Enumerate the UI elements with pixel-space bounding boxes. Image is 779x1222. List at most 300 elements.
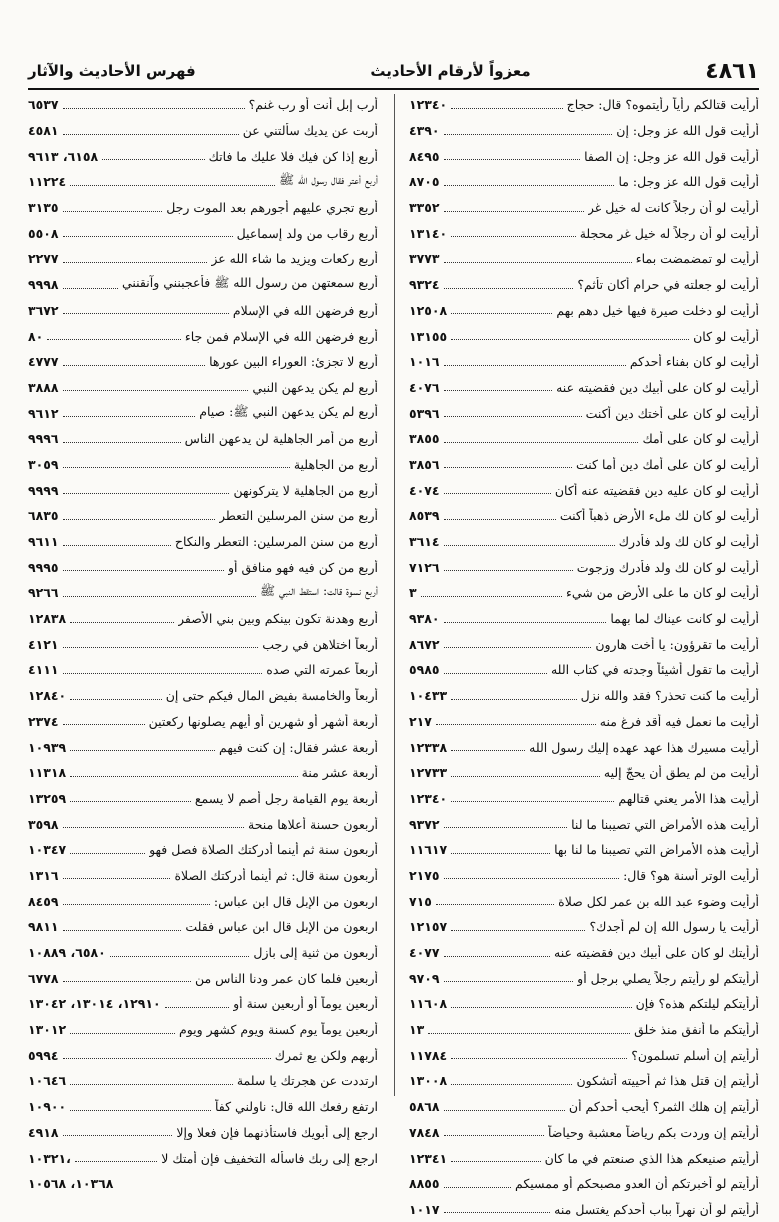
index-entry (409, 529, 759, 555)
entry-text: أربع لم يكن يدعهن النبي (252, 379, 378, 395)
entry-number: ٣٠٥٩ (28, 456, 59, 472)
entry-number: ٥٩٩٤ (28, 1047, 59, 1063)
entry-text: أرأيتكم ما أنفق منذ خلق (634, 1022, 759, 1038)
entry-number: ١٠٣٢١، (28, 1150, 71, 1166)
index-entry (28, 375, 378, 401)
index-entry (409, 349, 759, 375)
right-column (409, 92, 759, 1222)
index-entry (28, 888, 378, 914)
entry-text: أربع من الجاهلية لا يتركونهن (233, 482, 378, 498)
entry-text: أربعون سنة ثم أينما أدركتك الصلاة فصل فهو (149, 842, 378, 858)
leader-dots (451, 312, 552, 314)
entry-number: ٣٨٥٥ (409, 431, 440, 447)
index-entry (409, 400, 759, 426)
entry-text: أربع أعتر فقال رسول الله ﷺ (278, 172, 378, 188)
index-entry (28, 811, 378, 837)
entry-number: ٩٣٧٢ (409, 816, 440, 832)
entry-number: ١١٧٨٤ (409, 1047, 448, 1063)
entry-number: ٨٠ (28, 328, 44, 344)
leader-dots (63, 903, 210, 905)
entry-text: أربع تجري عليهم أجورهم بعد الموت رجل (166, 200, 378, 216)
index-entry (409, 837, 759, 863)
entry-number: ٣٦٧٢ (28, 302, 59, 318)
entry-text: أرأيت قول الله عز وجل: إن الصفا (584, 148, 759, 164)
index-entry (28, 92, 378, 118)
page-number: ٤٨٦١ (705, 58, 759, 84)
leader-dots (70, 749, 215, 751)
entry-number: ٣٣٥٢ (409, 200, 440, 216)
index-entry (28, 1094, 378, 1120)
index-entry (409, 1171, 759, 1197)
entry-number: ٢١٧ (409, 713, 432, 729)
entry-number: ٤٠٧٧ (409, 945, 440, 961)
leader-dots (63, 569, 224, 571)
index-entry (409, 683, 759, 709)
entry-text: أربع إذا كن فيك فلا عليك ما فاتك (208, 148, 378, 164)
leader-dots (444, 287, 574, 289)
leader-dots (451, 775, 600, 777)
entry-text: أربت عن يديك سألتني عن (242, 123, 378, 139)
index-entry (28, 195, 378, 221)
index-entry (409, 888, 759, 914)
entry-text: أرأيت يا رسول الله إن لم أجدك؟ (589, 919, 759, 935)
leader-dots (70, 1083, 233, 1085)
index-entry (28, 169, 378, 195)
index-entry (28, 143, 378, 169)
index-entry (28, 118, 378, 144)
leader-dots (444, 621, 607, 623)
index-entry (28, 734, 378, 760)
leader-dots (444, 133, 613, 135)
entry-text: أرأيت قول الله عز وجل: ما (618, 174, 759, 190)
entry-text: أربعون حسنة أعلاها منحة (248, 816, 378, 832)
leader-dots (451, 929, 585, 931)
leader-dots (63, 723, 145, 725)
entry-text: أرأيت لو كان لك ملء الأرض ذهباً أكنت (559, 508, 759, 524)
entry-text: أرأيت وضوء عبد الله بن عمر لكل صلاة (558, 893, 759, 909)
entry-number: ٤٧٧٧ (28, 354, 59, 370)
entry-number: ٩٩٩٥ (28, 559, 59, 575)
leader-dots (63, 646, 259, 648)
entry-number: ١٢١٥٧ (409, 919, 448, 935)
leader-dots (63, 518, 215, 520)
leader-dots (63, 929, 182, 931)
entry-text: أرأيتكم ليلتكم هذه؟ فإن (635, 996, 759, 1012)
entry-number: ٨٤٥٩ (28, 893, 59, 909)
entry-text: أرأيتم إن وردت بكم رياضاً معشبة وحياضاً (547, 1124, 759, 1140)
entry-text: أرأيت الوتر أسنة هو؟ قال: (623, 867, 759, 883)
entry-number: ٦٧٧٨ (28, 970, 59, 986)
entry-text: أربع نسوة قالت: استقط النبي ﷺ (259, 583, 378, 599)
leader-dots (70, 698, 162, 700)
leader-dots (451, 852, 550, 854)
index-entry (28, 606, 378, 632)
entry-text: أربع من أمر الجاهلية لن يدعهن الناس (184, 431, 378, 447)
index-entry (28, 1042, 378, 1068)
index-entry (409, 1094, 759, 1120)
entry-text: أرأيت لو كان على أمك (642, 431, 759, 447)
entry-number: ٤٥٨١ (28, 123, 59, 139)
index-entry (28, 220, 378, 246)
entry-number: ١٠١٦ (409, 354, 440, 370)
entry-text: أربعة عشر منة (301, 765, 378, 781)
left-column (28, 92, 378, 1197)
entry-text: أرأيت هذه الأمراض التي تصيبنا ما لنا بها (554, 842, 759, 858)
leader-dots (63, 261, 208, 263)
entry-number: ١٣٢٥٩ (28, 790, 67, 806)
index-page (28, 56, 759, 1217)
entry-text: أربع من سنن المرسلين: التعطر والنكاح (174, 534, 378, 550)
entry-number: ٩٢٦٦ (28, 585, 59, 601)
index-entry (28, 914, 378, 940)
entry-text: أرأيت لو تمضمضت بماء (635, 251, 759, 267)
entry-number: ١٠٣٤٧ (28, 842, 67, 858)
entry-text: أرأيت ما تقرؤون: يا أخت هارون (595, 636, 759, 652)
index-entry (28, 1145, 378, 1171)
entry-number: ٩٦١٢ (28, 405, 59, 421)
entry-text: أربع فرضهن الله في الإسلام (232, 302, 378, 318)
entry-text: أربعين يوماً يوم كسنة ويوم كشهر ويوم (178, 1022, 378, 1038)
entry-text: أرأيت لو دخلت صيرة فيها خيل دهم بهم (556, 302, 759, 318)
index-entry (28, 426, 378, 452)
leader-dots (444, 569, 573, 571)
entry-number: ٣١٣٥ (28, 200, 59, 216)
leader-dots (451, 698, 577, 700)
index-title: فهرس الأحاديث والآثار (28, 62, 196, 80)
entry-number: ٢١٧٥ (409, 867, 440, 883)
entry-number: ١٢٨٤٠ (28, 688, 67, 704)
entry-number: ٧٨٤٨ (409, 1124, 440, 1140)
entry-text: أربعاً والخامسة بفيض المال فيكم حتى إن (165, 688, 378, 704)
entry-number: ١٠١٧ (409, 1201, 440, 1217)
entry-text: أرأيت ما كنت تحذر؟ فقد والله نزل (580, 688, 759, 704)
leader-dots (63, 389, 249, 391)
entry-text: أرأيت لو كان لك ولد فأدرك (618, 534, 759, 550)
entry-text: أرأيتم صنيعكم هذا الذي صنعتم في ما كان (544, 1150, 759, 1166)
leader-dots (444, 415, 582, 417)
entry-text: أربع لم يكن يدعهن النبي ﷺ: صيام (199, 403, 378, 419)
index-entry (409, 734, 759, 760)
leader-dots (451, 1160, 540, 1162)
entry-number: ٤١١١ (28, 662, 59, 678)
leader-dots (444, 184, 615, 186)
entry-number: ١٠٩٠٠ (28, 1099, 67, 1115)
entry-number: ٨٥٣٩ (409, 508, 440, 524)
entry-text: أرأيت قتالكم رأياً رأيتموه؟ قال: حجاج (566, 97, 759, 113)
leader-dots (451, 1057, 627, 1059)
index-entry (409, 940, 759, 966)
entry-text: أرأيت لو أن رجلاً كانت له خيل غر (587, 200, 759, 216)
entry-number: ٩٦١١ (28, 534, 59, 550)
entry-number: ١٠٤٣٣ (409, 688, 448, 704)
leader-dots (444, 364, 626, 366)
leader-dots (444, 518, 556, 520)
entry-number: ٤١٢١ (28, 636, 59, 652)
leader-dots (70, 1032, 175, 1034)
index-entry (28, 529, 378, 555)
entry-number: ١٢٣٣٨ (409, 739, 448, 755)
leader-dots (70, 621, 174, 623)
index-entry (409, 195, 759, 221)
leader-dots (451, 749, 525, 751)
entry-text: اربعون من الإبل قال ابن عباس: (213, 893, 378, 909)
leader-dots (444, 646, 592, 648)
leader-dots (63, 133, 239, 135)
index-entry (409, 375, 759, 401)
index-entry (409, 991, 759, 1017)
entry-number: ٨٨٥٥ (409, 1176, 440, 1192)
entry-number: ٣ (409, 585, 417, 601)
leader-dots (451, 1006, 631, 1008)
leader-dots (70, 1109, 211, 1111)
leader-dots (70, 800, 191, 802)
leader-dots (436, 723, 596, 725)
index-entry (409, 503, 759, 529)
entry-number: ١٣١٤٠ (409, 225, 448, 241)
entry-text: أرأيت لو كان على أختك دين أكنت (585, 405, 759, 421)
leader-dots (444, 261, 632, 263)
leader-dots (444, 877, 620, 879)
entry-number: ١٢٥٠٨ (409, 302, 448, 318)
leader-dots (444, 1211, 551, 1213)
entry-text: ارتفع رفعك الله قال: ناولني كفاً (214, 1099, 378, 1115)
entry-number: ٤٠٧٦ (409, 379, 440, 395)
entry-text: أربع من الجاهلية (293, 456, 378, 472)
leader-dots (444, 1186, 512, 1188)
entry-text: أرأيتك لو كان على أبيك دين فقضيته عنه (554, 945, 759, 961)
entry-number: ١٣٠٠٨ (409, 1073, 448, 1089)
leader-dots (63, 877, 171, 879)
entry-number: ٦٨٣٥ (28, 508, 59, 524)
leader-dots (63, 1134, 173, 1136)
index-entry (28, 1068, 378, 1094)
index-entry (28, 683, 378, 709)
leader-dots (47, 338, 181, 340)
leader-dots (444, 544, 615, 546)
index-entry (409, 786, 759, 812)
index-entry (409, 298, 759, 324)
entry-text: أربعون سنة قال: ثم أينما أدركتك الصلاة (174, 867, 378, 883)
entry-text: أربعة يوم القيامة رجل أصم لا يسمع (194, 790, 378, 806)
entry-number: ١١٣١٨ (28, 765, 67, 781)
index-entry (28, 863, 378, 889)
leader-dots (165, 1006, 229, 1008)
leader-dots (421, 595, 562, 597)
index-entry (28, 554, 378, 580)
index-entry (28, 580, 378, 606)
leader-dots (63, 492, 230, 494)
entry-text: أرأيت ما تقول أشيئاً وجدته في كتاب الله (550, 662, 759, 678)
index-entry (28, 786, 378, 812)
index-entry (409, 709, 759, 735)
entry-number: ١٣٠١٢ (28, 1022, 67, 1038)
entry-number: ٩٣٢٤ (409, 277, 440, 293)
index-entry (28, 272, 378, 298)
leader-dots (451, 338, 689, 340)
leader-dots (63, 980, 191, 982)
entry-number: ١٣١٦ (28, 867, 59, 883)
index-entry (409, 220, 759, 246)
center-title: معزواً لأرقام الأحاديث (370, 62, 531, 80)
index-entry (28, 298, 378, 324)
entry-number: ١٢٧٣٣ (409, 765, 448, 781)
index-entry (409, 169, 759, 195)
index-entry (28, 246, 378, 272)
leader-dots (451, 235, 576, 237)
entry-text: أرأيتم إن أسلم تسلمون؟ (631, 1047, 759, 1063)
index-entry (409, 1120, 759, 1146)
entry-number: ٢٢٧٧ (28, 251, 59, 267)
entry-number: ٩٩٩٩ (28, 482, 59, 498)
index-entry (409, 118, 759, 144)
entry-text: أربع سمعتهن من رسول الله ﷺ فأعجبنني وآنقنني (121, 275, 378, 291)
index-entry (409, 1017, 759, 1043)
entry-number: ٢٣٧٤ (28, 713, 59, 729)
index-entry (409, 606, 759, 632)
entry-text: أربع من سنن المرسلين التعطر (218, 508, 378, 524)
entry-text: ارجع إلى أبويك فاستأذنهما فإن فعلا وإلا (176, 1124, 378, 1140)
entry-number: ٣٧٧٣ (409, 251, 440, 267)
index-entry (28, 940, 378, 966)
entry-number: ٤٣٩٠ (409, 123, 440, 139)
leader-dots (63, 287, 118, 289)
entry-text: أربعون من ثنية إلى بازل (253, 945, 378, 961)
entry-text: ارتددت عن هجرتك يا سلمة (236, 1073, 378, 1089)
entry-number: ٩٩٩٨ (28, 277, 59, 293)
entry-text: أرأيت لو كان بفناء أحدكم (629, 354, 759, 370)
entry-number: ٨٧٠٥ (409, 174, 440, 190)
leader-dots (102, 158, 204, 160)
entry-text: أرأيت لو كان على أمك دين أما كنت (575, 456, 759, 472)
leader-dots (63, 466, 290, 468)
index-entry (409, 1068, 759, 1094)
index-entry (409, 477, 759, 503)
leader-dots (63, 672, 263, 674)
index-entry (28, 709, 378, 735)
index-entry (28, 965, 378, 991)
entry-number: ٩٨١١ (28, 919, 59, 935)
leader-dots (444, 441, 639, 443)
entry-number: ١٢٣٤٠ (409, 790, 448, 806)
index-entry (28, 657, 378, 683)
leader-dots (63, 312, 229, 314)
index-entry (28, 323, 378, 349)
entry-text: أرأيت قول الله عز وجل: إن (616, 123, 759, 139)
entry-text: أرأيت ما نعمل فيه أقد فرغ منه (599, 713, 759, 729)
leader-dots (451, 1083, 572, 1085)
index-entry (409, 554, 759, 580)
entry-number: ٦٥٣٧ (28, 97, 59, 113)
entry-number: ٩٩٩٦ (28, 431, 59, 447)
index-entry (409, 1145, 759, 1171)
entry-text: أربعين يوماً أو أربعين سنة أو (233, 996, 378, 1012)
leader-dots (444, 980, 574, 982)
index-entry (409, 272, 759, 298)
index-entry (409, 631, 759, 657)
index-entry (409, 1042, 759, 1068)
leader-dots (70, 852, 145, 854)
entry-number: ٥٨٦٨ (409, 1099, 440, 1115)
entry-number: ١٣ (409, 1022, 425, 1038)
entry-text: أرأيت لو كان ما على الأرض من شيء (565, 585, 759, 601)
leader-dots (436, 903, 554, 905)
entry-number: ٣٨٨٨ (28, 379, 59, 395)
entry-number: ١١٦١٧ (409, 842, 448, 858)
leader-dots (444, 492, 551, 494)
entry-text: أرأيت لو أن رجلاً له خيل غر محجلة (579, 225, 759, 241)
index-entry (409, 452, 759, 478)
entry-number: ٧١٥ (409, 893, 432, 909)
leader-dots (63, 1057, 271, 1059)
column-separator (394, 94, 395, 1096)
entry-number: ٧١٢٦ (409, 559, 440, 575)
leader-dots (63, 364, 206, 366)
index-entry (28, 1120, 378, 1146)
leader-dots (444, 826, 568, 828)
index-entry (409, 1197, 759, 1222)
index-entry (409, 143, 759, 169)
index-entry (28, 1017, 378, 1043)
index-entry (28, 837, 378, 863)
leader-dots (110, 955, 250, 957)
entry-text: أرأيتم لو أن نهراً بباب أحدكم يغتسل منه (554, 1201, 759, 1217)
entry-text: أربعة عشر فقال: إن كنت فيهم (219, 739, 378, 755)
index-entry (409, 657, 759, 683)
index-entry (409, 426, 759, 452)
leader-dots (75, 1160, 157, 1162)
index-entry (28, 400, 378, 426)
entry-number: ١٢٣٤١ (409, 1150, 448, 1166)
leader-dots (428, 1032, 630, 1034)
index-entry (409, 580, 759, 606)
index-entry (409, 914, 759, 940)
index-entry (28, 760, 378, 786)
index-entry (409, 323, 759, 349)
entry-text: أربعاً عمرته التي صده (266, 662, 378, 678)
entry-number: ١١٦٠٨ (409, 996, 448, 1012)
entry-text: أربعة أشهر أو شهرين أو أيهم يصلونها ركعتين (148, 713, 378, 729)
entry-text: أربع رقاب من ولد إسماعيل (236, 225, 378, 241)
leader-dots (63, 595, 256, 597)
entry-text: أرأيت لو كان عليه دين فقضيته عنه أكان (554, 482, 759, 498)
entry-number: ١١٢٢٤ (28, 174, 67, 190)
entry-number: ٤٩١٨ (28, 1124, 59, 1140)
entry-number: ١٢٨٣٨ (28, 611, 67, 627)
leader-dots (70, 775, 298, 777)
entry-number: ١٣١٥٥ (409, 328, 448, 344)
entry-number: ٦٥٨٠، ١٠٨٨٩ (28, 945, 106, 961)
entry-number: ٣٥٩٨ (28, 816, 59, 832)
entry-number: ١٢٩١٠، ١٣٠١٤، ١٣٠٤٢ (28, 996, 161, 1012)
index-entry (409, 965, 759, 991)
index-entry (28, 1171, 378, 1197)
index-entry (28, 991, 378, 1017)
entry-text: أربع وهدنة تكون بينكم وبين بني الأصفر (177, 611, 378, 627)
leader-dots (63, 210, 163, 212)
leader-dots (63, 441, 181, 443)
leader-dots (63, 544, 171, 546)
entry-text: أرأيتم إن هلك الثمر؟ أيحب أحدكم أن (568, 1099, 759, 1115)
entry-text: أربهم ولكن يع ثمرك (274, 1047, 378, 1063)
entry-number: ٤٠٧٤ (409, 482, 440, 498)
entry-number: ١٠٦٤٦ (28, 1073, 67, 1089)
index-entry (28, 503, 378, 529)
entry-text: أربع فرضهن الله في الإسلام فمن جاء (184, 328, 378, 344)
entry-text: أرأيت لو كانت عيناك لما بهما (610, 611, 759, 627)
page-header (28, 56, 759, 86)
entry-text: أربعاً اختلاهن في رجب (262, 636, 378, 652)
entry-number: ٩٣٨٠ (409, 611, 440, 627)
